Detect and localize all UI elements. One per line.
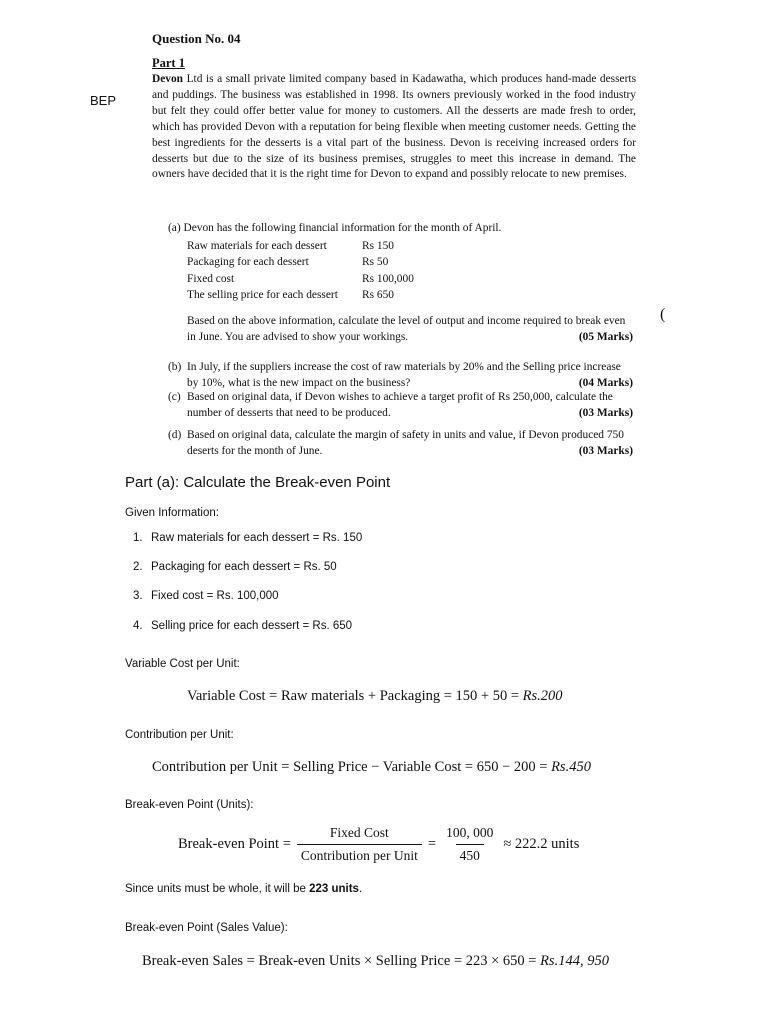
question-a-lead: (a) Devon has the following financial information for the month of April. (168, 222, 502, 234)
list-item: 2. Packaging for each dessert = Rs. 50 (133, 561, 337, 574)
info-value: Rs 150 (362, 240, 394, 252)
bep-lhs: Break-even Point = (178, 836, 291, 852)
table-row (187, 273, 414, 289)
question-b-marks: (04 Marks) (578, 376, 633, 389)
info-label: Fixed cost (187, 272, 235, 285)
question-title: Question No. 04 (152, 31, 241, 46)
solution-title: Part (a): Calculate the Break-even Point (125, 474, 391, 491)
bep-fraction-1: $\frac{\text{Fixed Cost}}{\text{Contribution per Unit}}$ (297, 825, 422, 864)
bep-result: ≈ 222.2 units (503, 836, 580, 852)
question-a-note (187, 314, 633, 345)
info-value: Rs 650 (362, 289, 394, 302)
question-c-letter: (c) (168, 391, 181, 403)
info-label: Packaging for each dessert (187, 256, 309, 269)
list-item: 4. Selling price for each dessert = Rs. 650 (133, 619, 353, 632)
info-label: Raw materials for each dessert (187, 240, 327, 252)
question-b-letter: (b) (168, 361, 182, 373)
question-c-text: Based on original data, if Devon wishes to achieve a target profit of Rs 250,000, calculate the number of desserts that need to be produced. (187, 391, 613, 419)
variable-cost-title: Variable Cost per Unit: (125, 658, 240, 670)
contribution-title: Contribution per Unit: (125, 729, 234, 741)
bep-fraction-2: $\frac{100, 000}{450}$ (446, 825, 494, 863)
break-even-units-equation: Break-even Point = $\frac{\text{Fixed Cost}}{\text{Contribution per Unit}}$ = $\frac{100, 000}{450}$ ≈ 222.2 units (178, 825, 580, 863)
break-even-sales-title: Break-even Point (Sales Value): (125, 922, 288, 934)
question-a-marks: (05 Marks) (578, 330, 633, 343)
question-d-letter: (d) (168, 429, 182, 441)
info-value: Rs 100,000 (362, 272, 414, 285)
table-row (187, 240, 414, 256)
question-d-text: Based on original data, calculate the margin of safety in units and value, if Devon produced 750 deserts for the month of June. (187, 429, 624, 457)
contribution-equation: Contribution per Unit = Selling Price − Variable Cost = 650 − 200 = Rs.450 (152, 759, 591, 775)
intro-paragraph (152, 72, 636, 183)
table-row (187, 256, 414, 272)
intro-text: Ltd is a small private limited company based in Kadawatha, which produces hand-made desserts and puddings. The business was established in 1998. Its owners previously worked in the food industry but felt they could offer better value for money to customers. All the desserts are made fresh to order, which has provided Devon with a reputation for being flexible when meeting customer needs. Getting the best ingredients for the desserts is a vital part of the business. Devon is receiving increased orders for desserts but due to the size of its business premises, struggles to meet this increase in demand. The owners have decided that it is the right time for Devon to expand and possibly relocate to new premises. (152, 73, 636, 181)
break-even-units-title: Break-even Point (Units): (125, 799, 254, 811)
question-d-marks: (03 Marks) (578, 444, 633, 457)
question-b-text: In July, if the suppliers increase the cost of raw materials by 20% and the Selling price increase by 10%, what is the new impact on the business? (187, 361, 621, 389)
company-name: Devon (152, 73, 184, 85)
financial-info-table (187, 240, 414, 306)
side-bracket-mark: ( (660, 306, 666, 323)
info-label: The selling price for each dessert (187, 289, 338, 302)
question-d (168, 428, 633, 459)
whole-units-note: Since units must be whole, it will be 223 units. (125, 883, 363, 895)
info-value: Rs 50 (362, 256, 389, 269)
side-label: BEP (90, 93, 117, 108)
list-item: 3. Fixed cost = Rs. 100,000 (133, 590, 279, 603)
break-even-sales-equation: Break-even Sales = Break-even Units × Selling Price = 223 × 650 = Rs.144, 950 (142, 953, 609, 969)
question-b (168, 360, 633, 391)
question-a-note-text: Based on the above information, calculate the level of output and income required to break even in June. You are advised to show your workings. (187, 315, 626, 343)
given-info-list (133, 532, 362, 649)
question-c-marks: (03 Marks) (578, 406, 633, 419)
given-info-title: Given Information: (125, 507, 219, 519)
question-c (168, 390, 633, 421)
variable-cost-equation: Variable Cost = Raw materials + Packaging = 150 + 50 = Rs.200 (187, 688, 563, 704)
part-title: Part 1 (152, 56, 185, 70)
list-item: 1. Raw materials for each dessert = Rs. 150 (133, 532, 363, 544)
table-row (187, 289, 414, 305)
